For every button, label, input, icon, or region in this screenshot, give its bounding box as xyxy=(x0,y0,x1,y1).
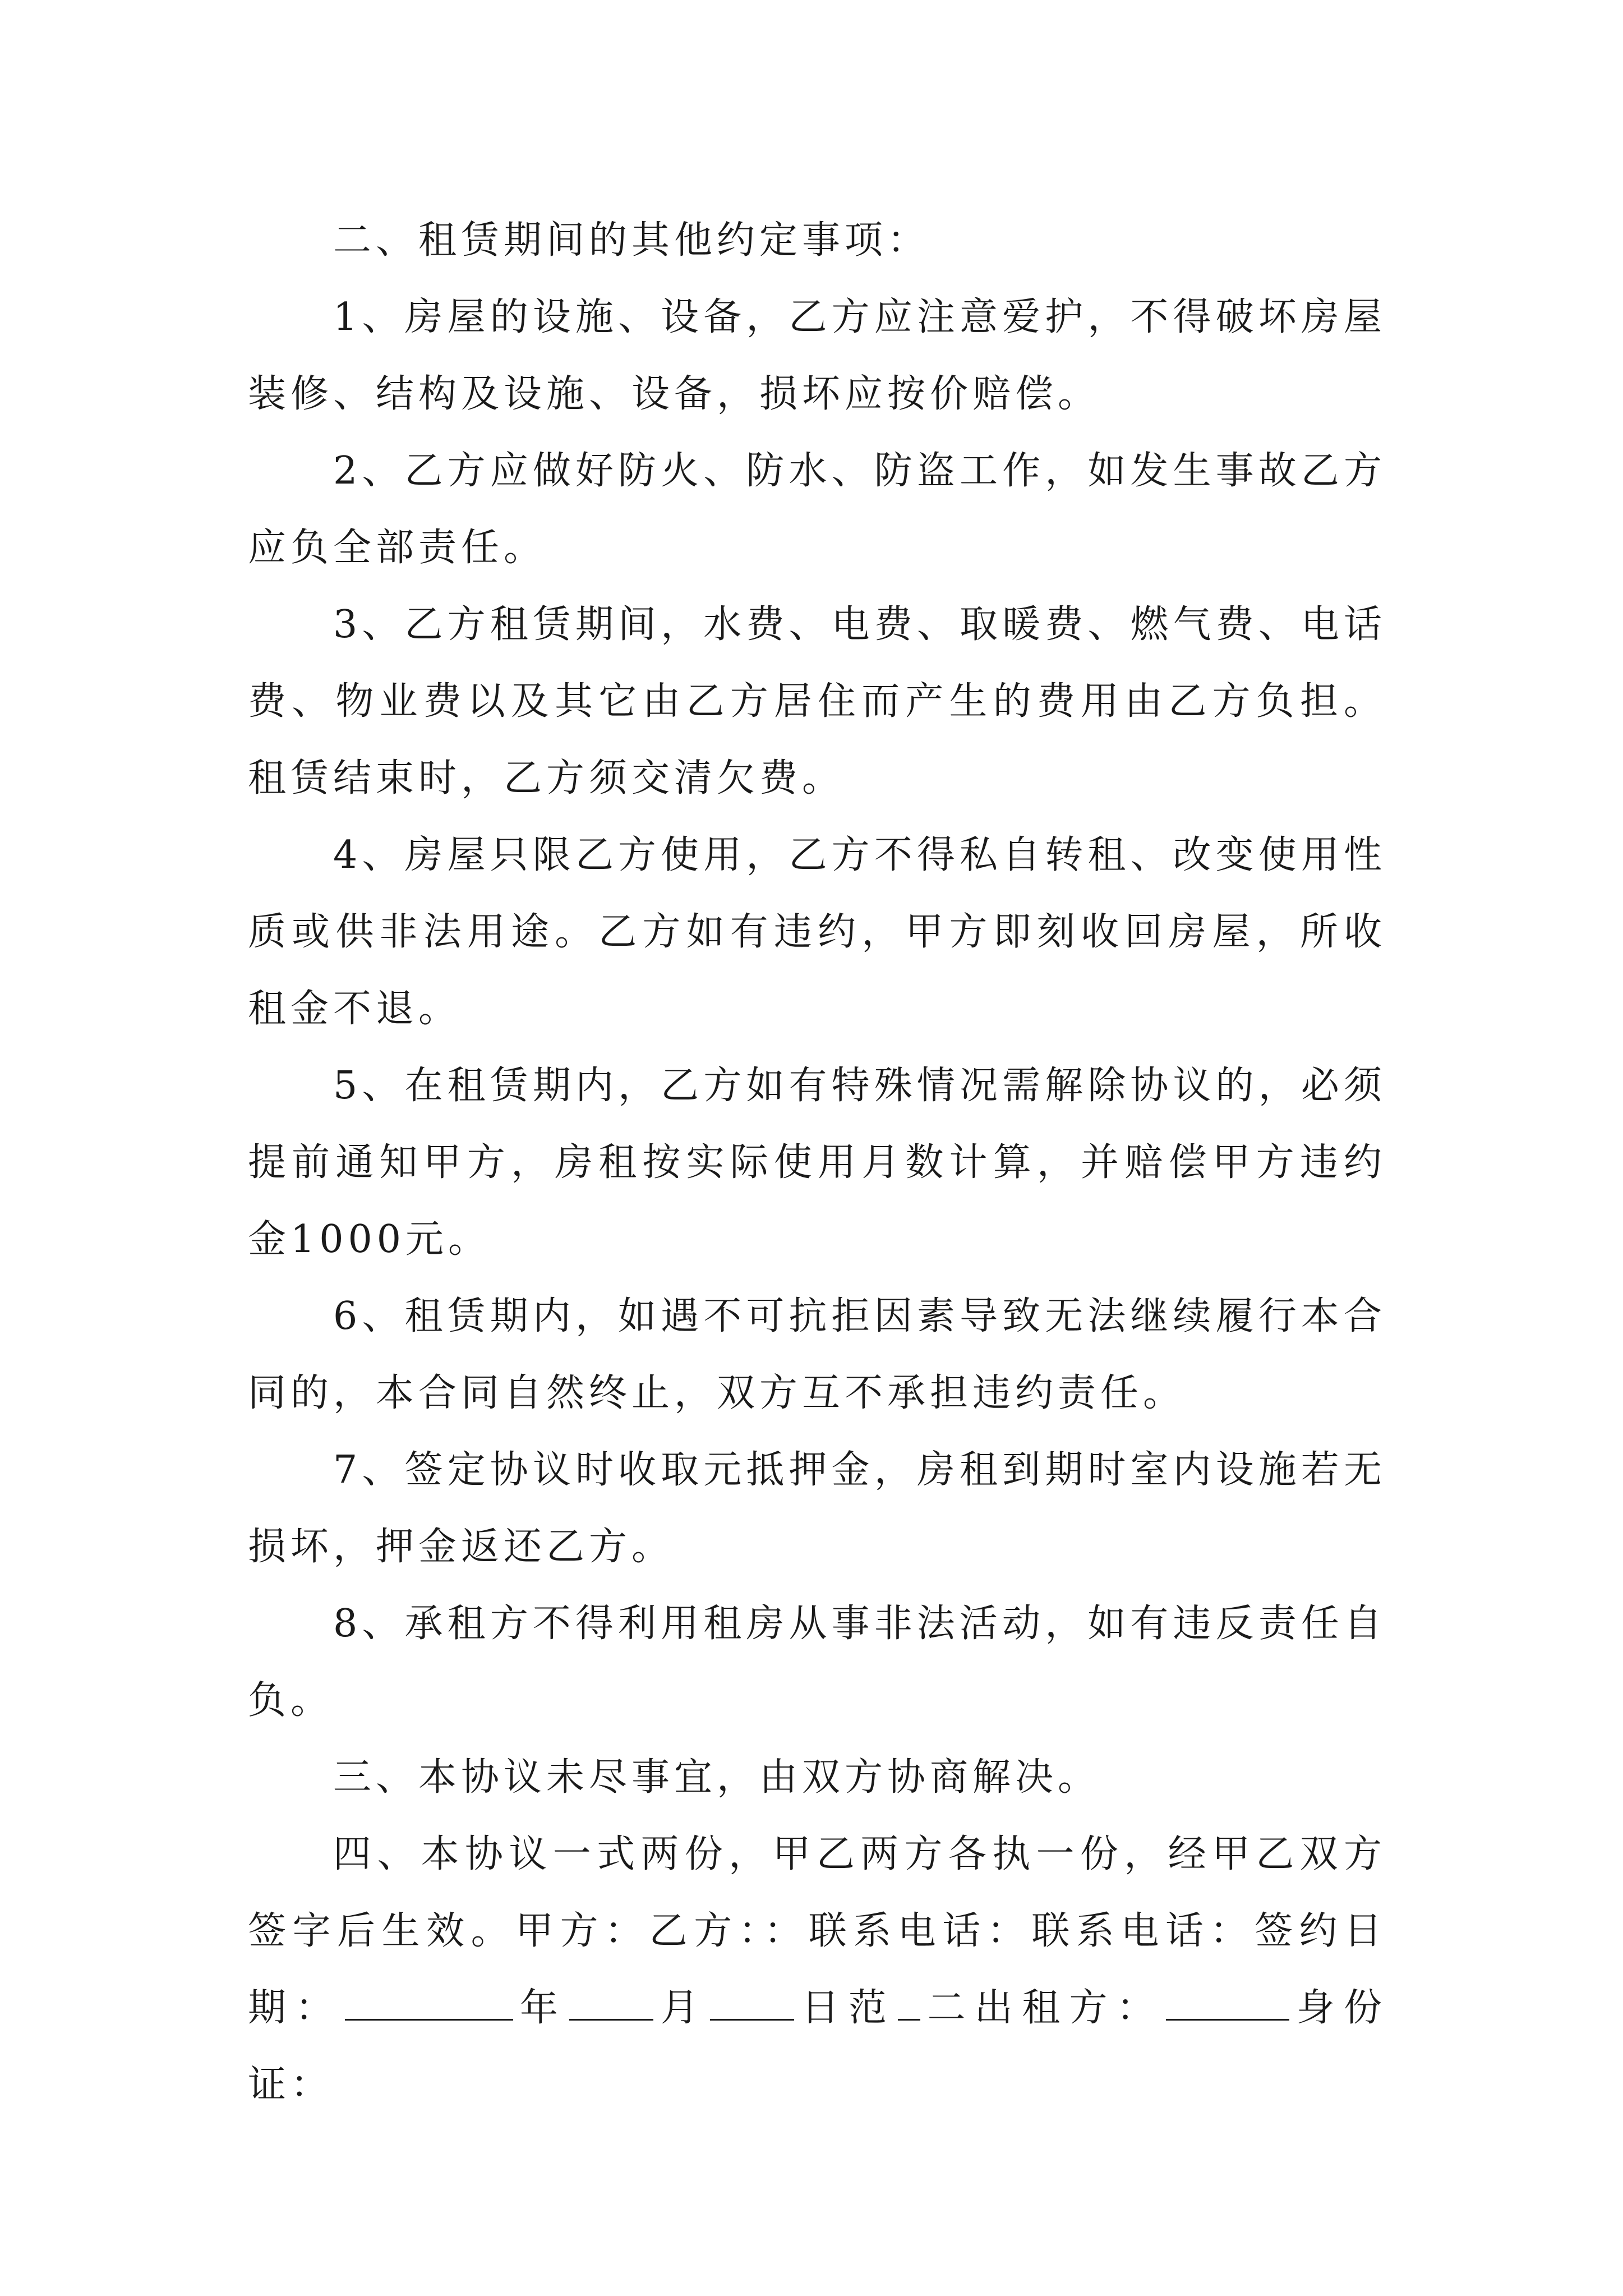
lessor-name-blank xyxy=(1166,1985,1289,2021)
document-body xyxy=(248,202,1386,2123)
day-label: 日范 xyxy=(796,1986,896,2030)
paragraph-item-4: 4、房屋只限乙方使用，乙方不得私自转租、改变使用性质或供非法用途。乙方如有违约，甲方即刻收回房屋，所收租金不退。 xyxy=(248,833,1386,1031)
lessor-label: 二出租方： xyxy=(923,1986,1164,2030)
paragraph-item-2: 2、乙方应做好防火、防水、防盗工作，如发生事故乙方应负全部责任。 xyxy=(248,449,1386,570)
year-label: 年 xyxy=(515,1986,568,2030)
paragraph-section-3: 三、本协议未尽事宜，由双方协商解决。 xyxy=(333,1755,1101,1800)
date-day-blank xyxy=(710,1985,794,2021)
date-year-blank xyxy=(345,1985,513,2021)
paragraph-item-5: 5、在租赁期内，乙方如有特殊情况需解除协议的，必须提前通知甲方，房租按实际使用月数计算，并赔偿甲方违约金1000元。 xyxy=(248,1064,1386,1262)
section-4-text: 四、本协议一式两份，甲乙两方各执一份，经甲乙双方签字后生效。甲方：乙方：：联系电话：联系电话：签约日期： xyxy=(248,1832,1386,2030)
paragraph-section-4 xyxy=(248,1816,1386,2123)
id-card-label: 身份证： xyxy=(248,1986,1386,2107)
paragraph-item-1: 1、房屋的设施、设备，乙方应注意爱护，不得破坏房屋装修、结构及设施、设备，损坏应按价赔偿。 xyxy=(248,295,1386,416)
paragraph-section-2-heading: 二、租赁期间的其他约定事项： xyxy=(333,218,930,263)
paragraph-item-6: 6、租赁期内，如遇不可抗拒因素导致无法继续履行本合同的，本合同自然终止，双方互不承担违约责任。 xyxy=(248,1294,1386,1415)
month-label: 月 xyxy=(656,1986,708,2030)
date-month-blank xyxy=(569,1985,653,2021)
paragraph-item-7: 7、签定协议时收取元抵押金，房租到期时室内设施若无损坏，押金返还乙方。 xyxy=(248,1448,1386,1569)
paragraph-item-8: 8、承租方不得利用租房从事非法活动，如有违反责任自负。 xyxy=(248,1602,1386,1723)
separator-blank xyxy=(898,1985,920,2021)
paragraph-item-3: 3、乙方租赁期间，水费、电费、取暖费、燃气费、电话费、物业费以及其它由乙方居住而产生的费用由乙方负担。租赁结束时，乙方须交清欠费。 xyxy=(248,602,1386,800)
